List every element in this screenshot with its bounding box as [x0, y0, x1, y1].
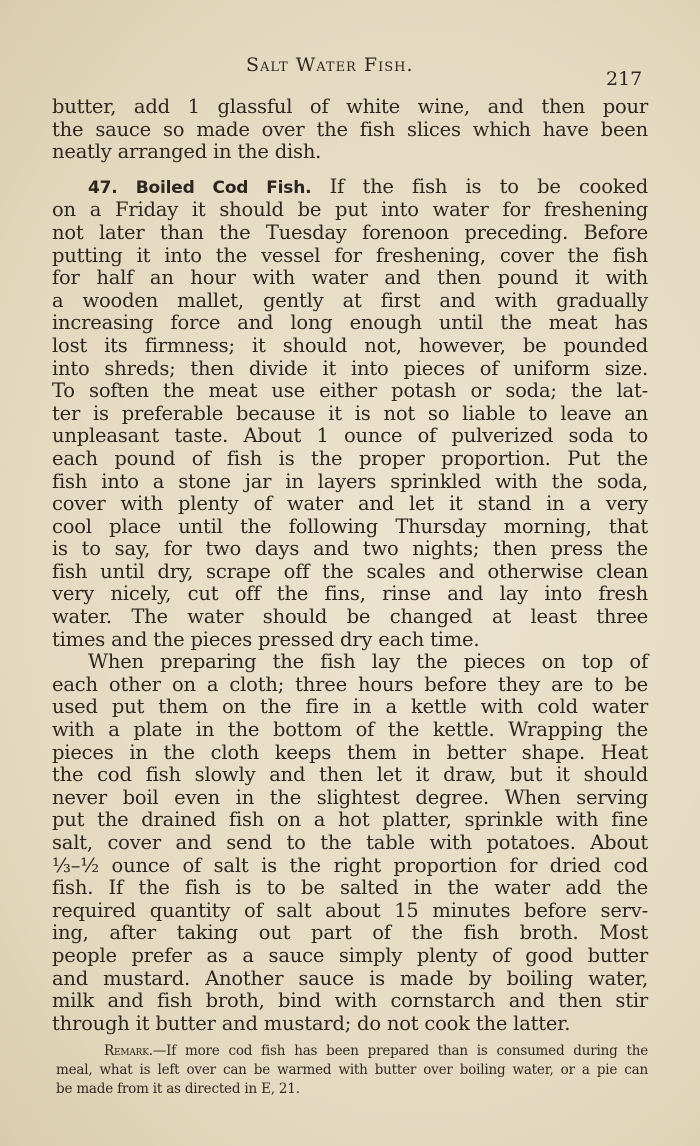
text-line: cool place until the following Thursday morning, that — [52, 514, 648, 538]
text-line: times and the pieces pressed dry each time. — [52, 627, 480, 651]
text-line: through it butter and mustard; do not cook the latter. — [52, 1011, 571, 1035]
paragraph-preparing — [52, 651, 648, 1035]
text-line: on a Friday it should be put into water for freshening — [52, 198, 648, 222]
text-line: fish. If the fish is to be salted in the water add the — [52, 876, 648, 900]
text-line: used put them on the fire in a kettle with cold water — [52, 695, 648, 719]
text-line: butter, add 1 glassful of white wine, and then pour — [52, 95, 648, 118]
text-line: ing, after taking out part of the fish broth. Most — [52, 921, 648, 945]
text-line: into shreds; then divide it into pieces of uniform size. — [52, 356, 648, 380]
text-line: putting it into the vessel for freshening, cover the fish — [52, 243, 648, 267]
text-line: required quantity of salt about 15 minutes before serv- — [52, 898, 648, 922]
text-line: unpleasant taste. About 1 ounce of pulverized soda to — [52, 424, 648, 448]
text-line: ter is preferable because it is not so liable to leave an — [52, 401, 648, 425]
text-line: and mustard. Another sauce is made by boiling water, — [52, 966, 648, 990]
recipe-title: Boiled Cod Fish. — [135, 177, 312, 198]
recipe-first-line — [52, 176, 648, 200]
text-line: increasing force and long enough until the meat has — [52, 311, 648, 335]
text-line: meal, what is left over can be warmed with butter over boiling water, or a pie can — [56, 1062, 648, 1078]
text-line — [56, 1042, 648, 1061]
text-line: put the drained fish on a hot platter, sprinkle with fine — [52, 808, 648, 832]
text-line: salt, cover and send to the table with potatoes. About — [52, 831, 648, 854]
text-line: neatly arranged in the dish. — [52, 140, 322, 164]
recipe-number: 47. — [88, 177, 118, 198]
text-line: for half an hour with water and then pound it with — [52, 266, 648, 290]
text-line: milk and fish broth, bind with cornstarch and then stir — [52, 989, 648, 1013]
running-title: Salt Water Fish. — [246, 54, 414, 76]
text-line: each other on a cloth; three hours before they are to be — [52, 672, 648, 696]
text-line: pieces in the cloth keeps them in better shape. Heat — [52, 740, 648, 764]
text-line: never boil even in the slightest degree. When serving — [52, 785, 648, 809]
text-line: When preparing the fish lay the pieces on top of — [88, 650, 648, 674]
text-line: each pound of fish is the proper proportion. Put the — [52, 446, 648, 470]
remark-note — [56, 1042, 648, 1099]
text-line: ⅓–½ ounce of salt is the right proportion for dried cod — [52, 853, 648, 877]
text-line: is to say, for two days and two nights; then press the — [52, 537, 648, 561]
text-line: very nicely, cut off the fins, rinse and lay into fresh — [52, 582, 648, 606]
text-line: the cod fish slowly and then let it draw, but it should — [52, 763, 648, 787]
remark-label: Remark. — [104, 1043, 153, 1059]
text-line: water. The water should be changed at least three — [52, 605, 648, 629]
text-line: be made from it as directed in E, 21. — [56, 1081, 300, 1097]
text-line: the sauce so made over the fish slices which have been — [52, 117, 648, 141]
text-span: If the fish is to be cooked — [329, 174, 648, 198]
text-line: with a plate in the bottom of the kettle. Wrapping the — [52, 718, 648, 742]
paragraph-continued — [52, 96, 648, 164]
text-line: people prefer as a sauce simply plenty of good butter — [52, 943, 648, 967]
recipe-paragraph — [52, 176, 648, 651]
text-line: lost its firmness; it should not, however, be pounded — [52, 333, 648, 357]
text-line: To soften the meat use either potash or soda; the lat- — [52, 379, 648, 403]
page-body — [52, 96, 648, 1035]
text-line: cover with plenty of water and let it stand in a very — [52, 492, 648, 516]
text-line: fish until dry, scrape off the scales and otherwise clean — [52, 559, 648, 583]
text-line: a wooden mallet, gently at first and with gradually — [52, 288, 648, 312]
text-line: fish into a stone jar in layers sprinkled with the soda, — [52, 469, 648, 493]
text-span: —If more cod fish has been prepared than is consumed during the — [152, 1043, 648, 1059]
page-header — [0, 54, 700, 90]
page-number: 217 — [606, 68, 643, 90]
text-line: not later than the Tuesday forenoon preceding. Before — [52, 220, 648, 244]
